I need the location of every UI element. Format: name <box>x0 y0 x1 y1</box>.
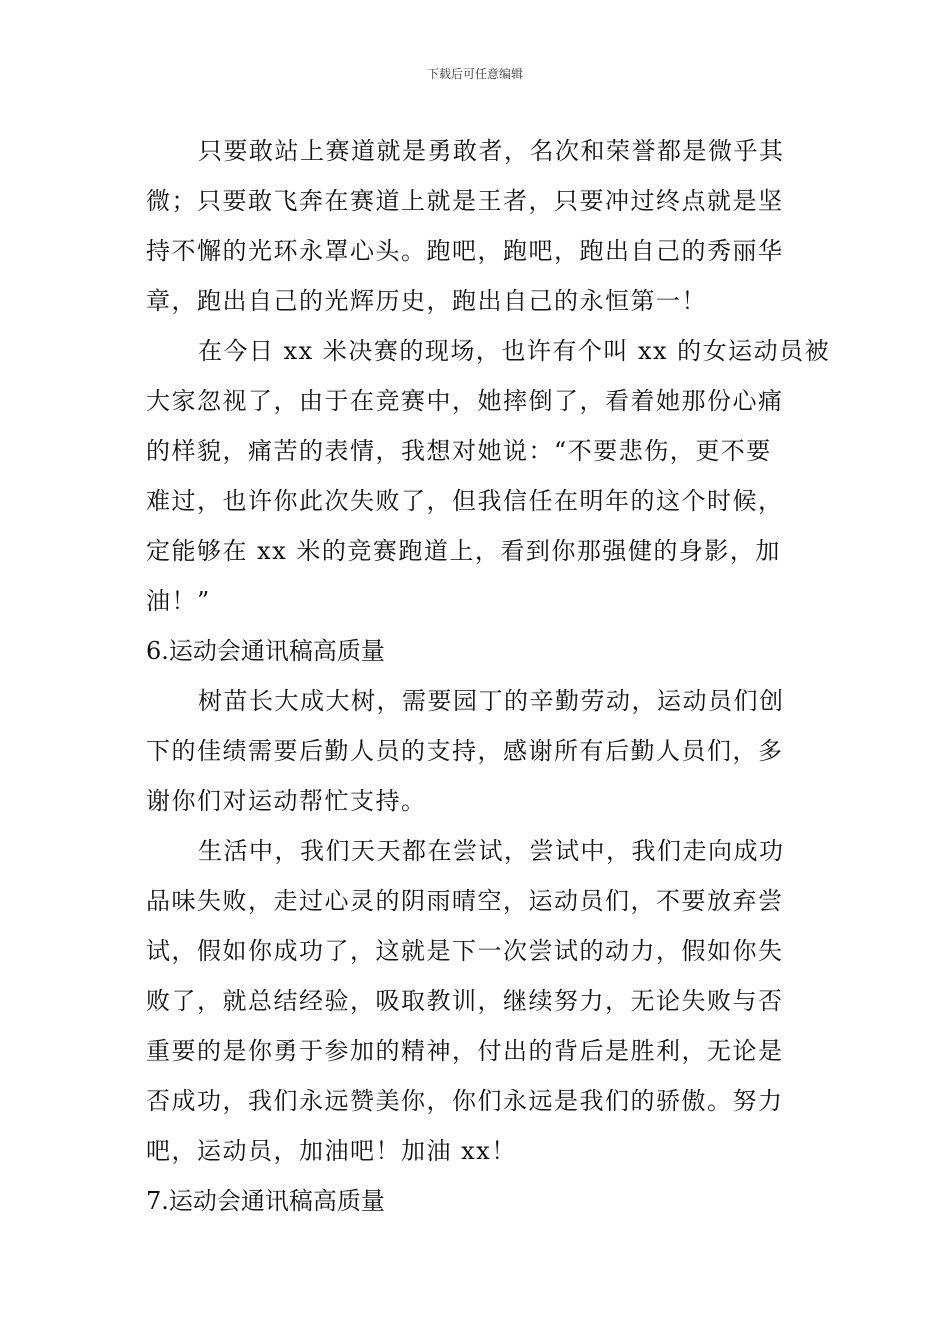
text-line: 重要的是你勇于参加的精神，付出的背后是胜利，无论是 <box>146 1037 784 1065</box>
paragraph <box>146 676 810 826</box>
text-line: 在今日 xx 米决赛的现场，也许有个叫 xx 的女运动员被 <box>198 337 831 365</box>
text-line: 油！” <box>146 587 211 615</box>
text-line: 定能够在 xx 米的竞赛跑道上，看到你那强健的身影，加 <box>146 537 781 565</box>
text-line: 否成功，我们永远赞美你，你们永远是我们的骄傲。努力 <box>146 1087 784 1115</box>
text-line: 微；只要敢飞奔在赛道上就是王者，只要冲过终点就是坚 <box>146 187 784 215</box>
paragraph <box>146 126 810 326</box>
page-header: 下载后可任意编辑 <box>426 67 523 81</box>
text-line: 谢你们对运动帮忙支持。 <box>146 787 427 815</box>
text-line: 树苗长大成大树，需要园丁的辛勤劳动，运动员们创 <box>198 687 785 715</box>
paragraph <box>146 826 810 1176</box>
paragraph <box>146 326 831 626</box>
section-heading: 7.运动会通讯稿高质量 <box>146 1187 385 1215</box>
section-heading: 6.运动会通讯稿高质量 <box>146 637 385 665</box>
text-line: 难过，也许你此次失败了，但我信任在明年的这个时候， <box>146 487 784 515</box>
document-body <box>146 126 831 1226</box>
text-line: 持不懈的光环永罩心头。跑吧，跑吧，跑出自己的秀丽华 <box>146 237 784 265</box>
text-line: 生活中，我们天天都在尝试，尝试中，我们走向成功 <box>198 837 785 865</box>
text-line: 下的佳绩需要后勤人员的支持，感谢所有后勤人员们，多 <box>146 737 784 765</box>
text-line: 试，假如你成功了，这就是下一次尝试的动力，假如你失 <box>146 937 784 965</box>
text-line: 大家忽视了，由于在竞赛中，她摔倒了，看着她那份心痛 <box>146 387 784 415</box>
text-line: 品味失败，走过心灵的阴雨晴空，运动员们，不要放弃尝 <box>146 887 784 915</box>
text-line: 章，跑出自己的光辉历史，跑出自己的永恒第一！ <box>146 287 707 315</box>
text-line: 败了，就总结经验，吸取教训，继续努力，无论失败与否 <box>146 987 784 1015</box>
text-line: 的样貌，痛苦的表情，我想对她说：“不要悲伤，更不要 <box>146 437 772 465</box>
text-line: 吧，运动员，加油吧！加油 xx！ <box>146 1137 517 1165</box>
text-line: 只要敢站上赛道就是勇敢者，名次和荣誉都是微乎其 <box>198 137 785 165</box>
